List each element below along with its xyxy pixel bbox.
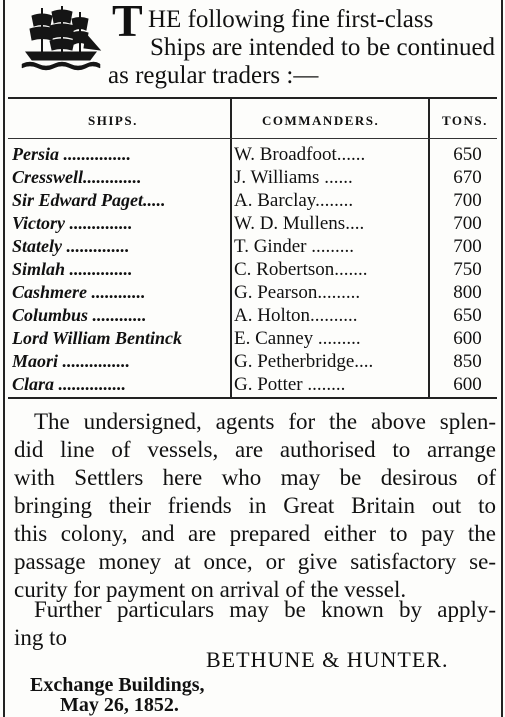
left-column-rule bbox=[3, 0, 5, 717]
tonnage: 600 bbox=[453, 374, 482, 395]
body-line: ing to bbox=[14, 625, 68, 650]
commander-name: J. Williams ...... bbox=[234, 167, 353, 188]
heading-line-2: Ships are intended to be continued bbox=[150, 34, 496, 61]
ship-name: Stately .............. bbox=[12, 236, 130, 256]
table-row bbox=[8, 327, 497, 350]
ship-name: Cresswell............. bbox=[12, 167, 142, 187]
ship-name: Maori ............... bbox=[12, 351, 131, 371]
heading-line-1: HE following fine first-class bbox=[148, 6, 434, 33]
ship-name: Columbus ............ bbox=[12, 305, 147, 325]
address: Exchange Buildings, bbox=[30, 674, 205, 696]
tonnage: 600 bbox=[453, 328, 482, 349]
tonnage: 700 bbox=[453, 190, 482, 211]
drop-cap: T bbox=[112, 0, 142, 46]
right-column-rule bbox=[501, 0, 503, 717]
commander-name: E. Canney ......... bbox=[234, 328, 361, 349]
header-rule bbox=[8, 138, 497, 139]
body-line: passage money at once, or give satisfactory se- bbox=[14, 549, 496, 574]
table-row bbox=[8, 235, 497, 258]
tonnage: 800 bbox=[453, 282, 482, 303]
tonnage: 750 bbox=[453, 259, 482, 280]
body-line: with Settlers here who may be desirous of bbox=[14, 465, 496, 490]
commander-name: T. Ginder ......... bbox=[234, 236, 354, 257]
table-bottom-rule bbox=[8, 397, 497, 399]
commander-name: G. Pearson......... bbox=[234, 282, 361, 303]
tonnage: 670 bbox=[453, 167, 482, 188]
ship-name: Sir Edward Paget..... bbox=[12, 190, 166, 210]
table-row bbox=[8, 189, 497, 212]
date: May 26, 1852. bbox=[60, 694, 179, 716]
body-line: The undersigned, agents for the above splen- bbox=[34, 409, 496, 434]
body-line: Further particulars may be known by apply- bbox=[34, 597, 496, 622]
tonnage: 700 bbox=[453, 213, 482, 234]
ship-name: Victory .............. bbox=[12, 213, 133, 233]
table-row bbox=[8, 258, 497, 281]
ship-name: Persia ............... bbox=[12, 144, 131, 164]
ship-name: Simlah .............. bbox=[12, 259, 133, 279]
table-row bbox=[8, 373, 497, 396]
commander-name: W. Broadfoot...... bbox=[234, 144, 366, 165]
table-row bbox=[8, 304, 497, 327]
body-line: this colony, and are prepared either to pay the bbox=[14, 521, 496, 546]
commander-name: A. Barclay........ bbox=[234, 190, 354, 211]
heading-line-3: as regular traders :— bbox=[108, 62, 319, 89]
closing-paragraph bbox=[14, 596, 496, 652]
ships-table bbox=[8, 97, 497, 397]
header-commanders: COMMANDERS. bbox=[262, 113, 380, 128]
table-row bbox=[8, 281, 497, 304]
table-row bbox=[8, 212, 497, 235]
signer: BETHUNE & HUNTER. bbox=[206, 647, 449, 672]
header-tons: TONS. bbox=[442, 113, 488, 128]
sailing-ship-icon bbox=[20, 4, 102, 74]
tonnage: 850 bbox=[453, 351, 482, 372]
ship-name: Cashmere ............ bbox=[12, 282, 146, 302]
commander-name: G. Petherbridge.... bbox=[234, 351, 374, 372]
ship-name: Clara ............... bbox=[12, 374, 127, 394]
body-line: bringing their friends in Great Britain out to bbox=[14, 493, 496, 518]
tonnage: 650 bbox=[453, 305, 482, 326]
body-line: curity for payment on arrival of the vessel. bbox=[14, 577, 407, 602]
commander-name: G. Potter ........ bbox=[234, 374, 346, 395]
table-row bbox=[8, 143, 497, 166]
ship-name: Lord William Bentinck bbox=[12, 328, 183, 348]
commander-name: A. Holton.......... bbox=[234, 305, 358, 326]
commander-name: W. D. Mullens.... bbox=[234, 213, 365, 234]
table-row bbox=[8, 166, 497, 189]
table-row bbox=[8, 350, 497, 373]
body-line: did line of vessels, are authorised to arrange bbox=[14, 437, 496, 462]
tonnage: 700 bbox=[453, 236, 482, 257]
commander-name: C. Robertson....... bbox=[234, 259, 368, 280]
tonnage: 650 bbox=[453, 144, 482, 165]
header-ships: SHIPS. bbox=[88, 113, 138, 128]
body-paragraph bbox=[14, 408, 496, 604]
